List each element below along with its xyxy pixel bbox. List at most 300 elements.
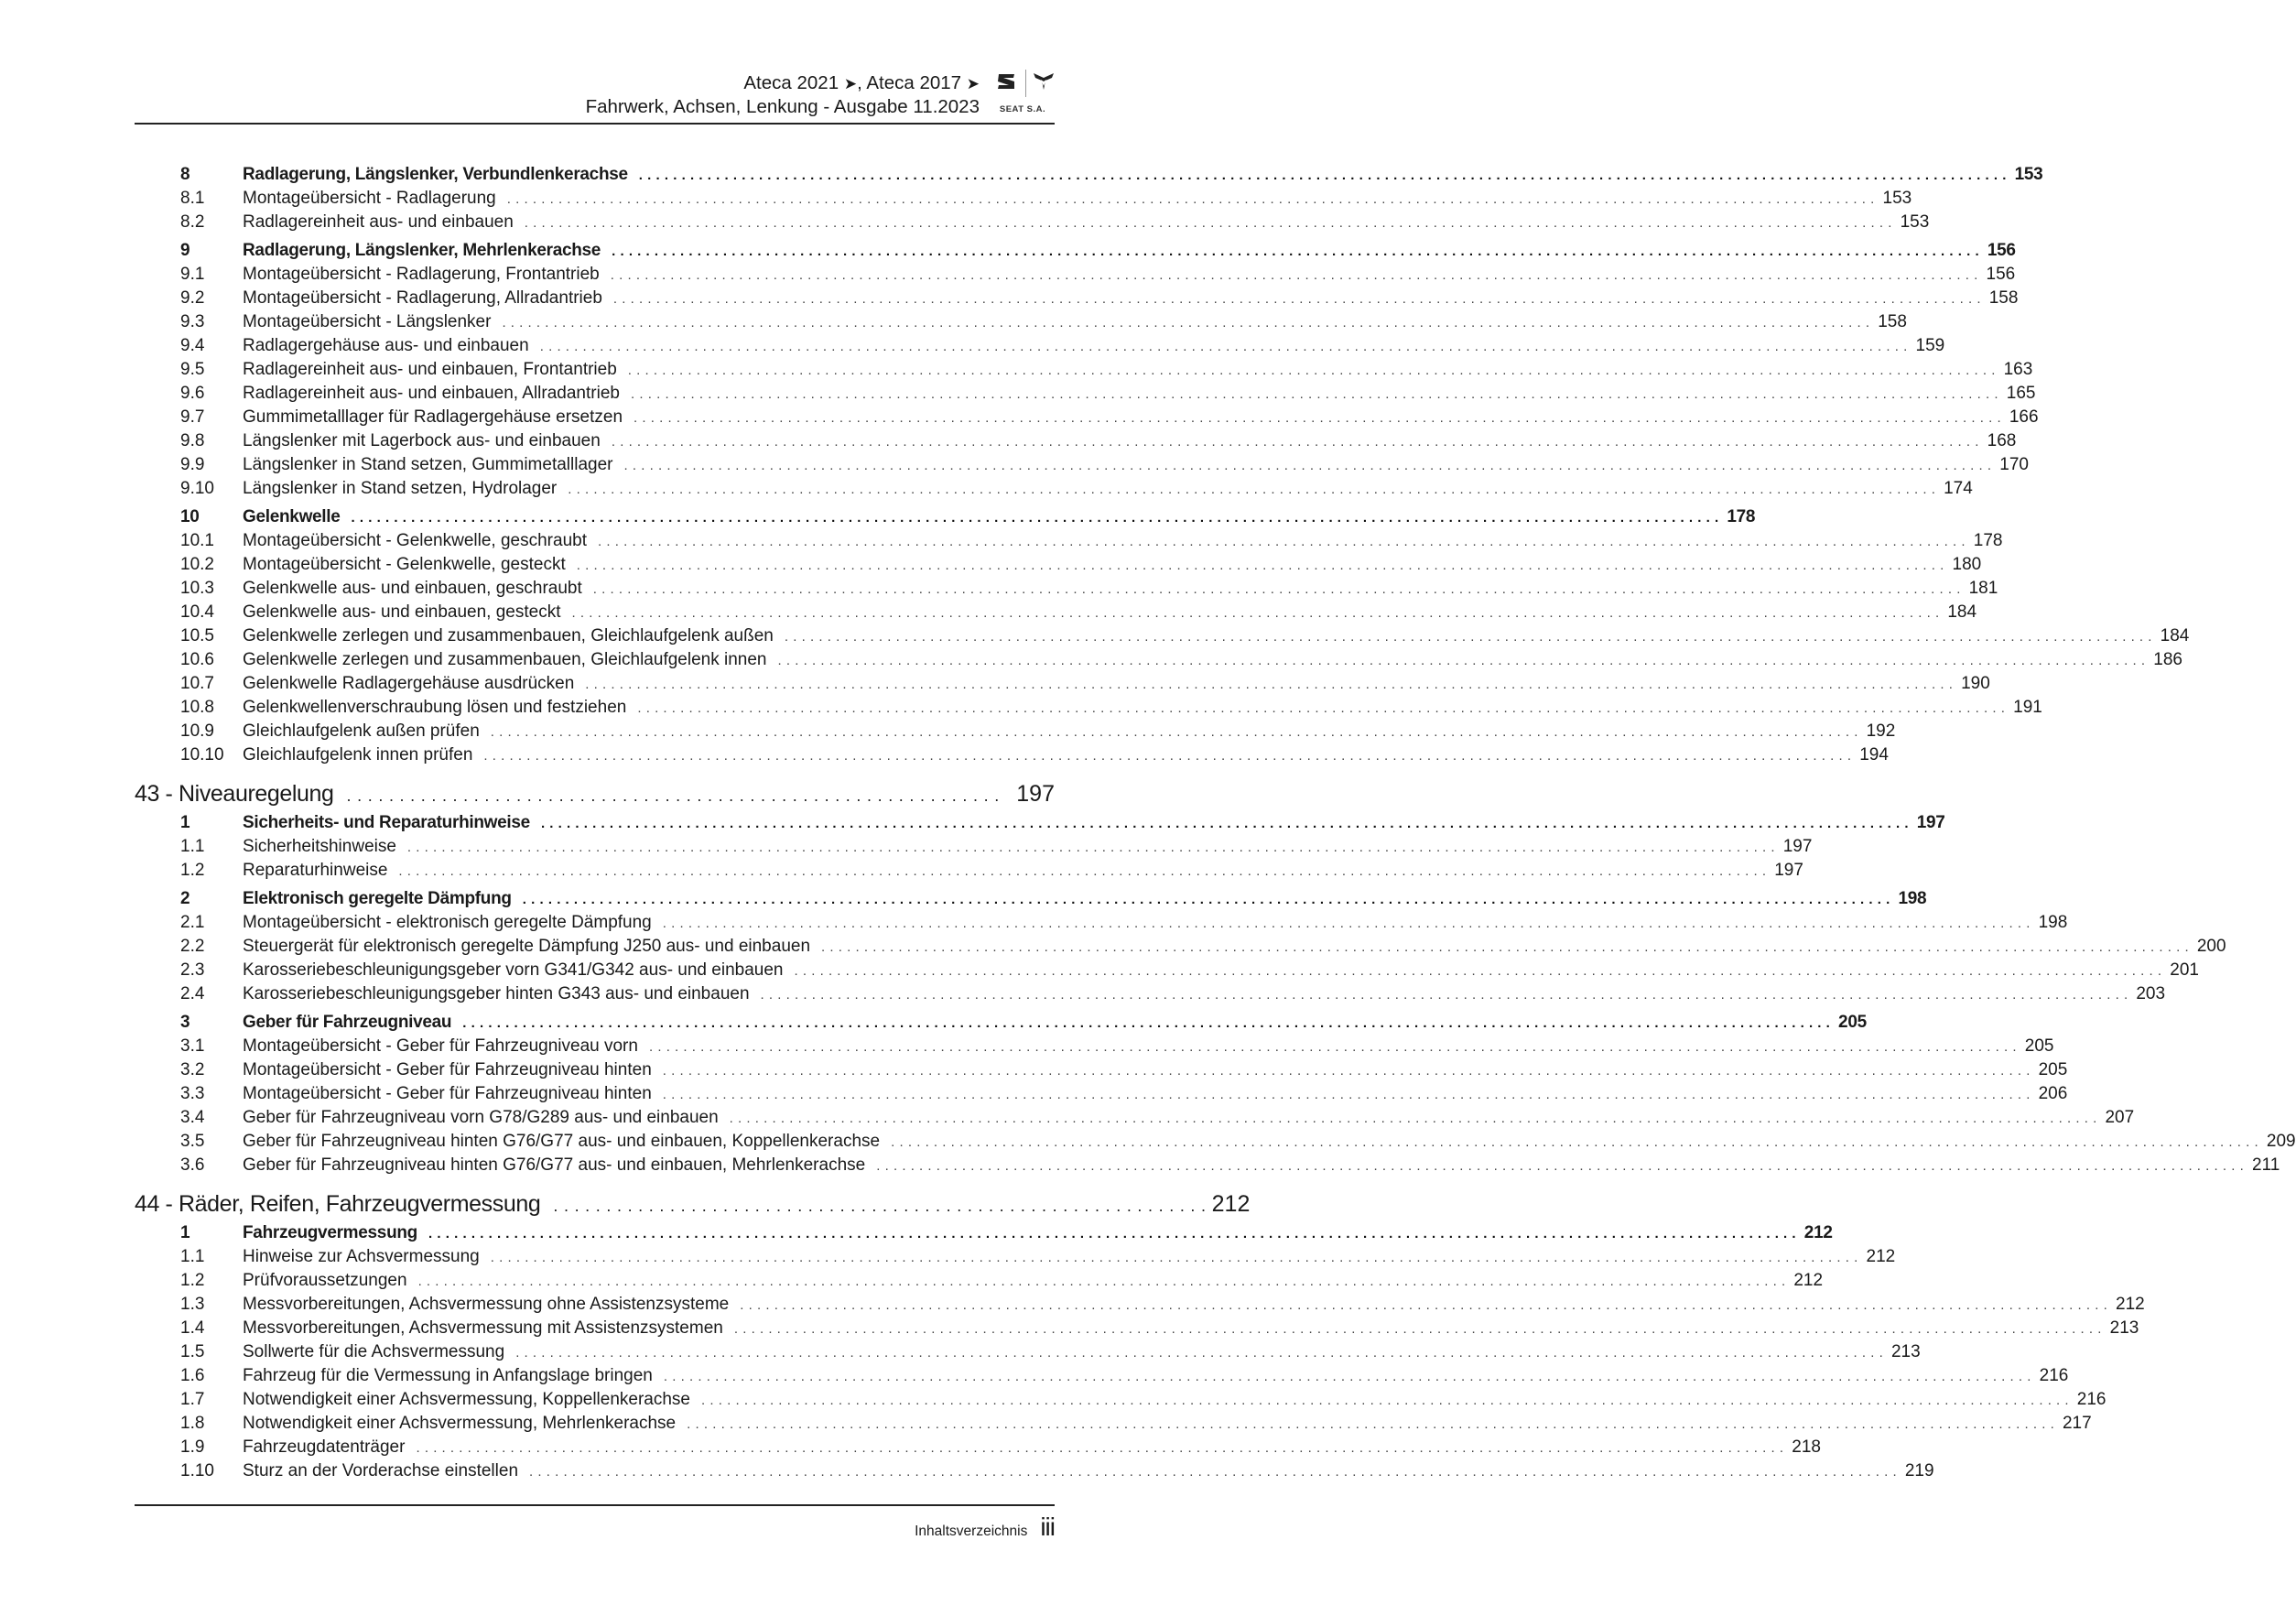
entry-number: 10.9 — [180, 721, 214, 741]
entry-title: Montageübersicht - elektronisch geregelte Dämpfung — [243, 913, 652, 932]
toc-subsection-entry[interactable] — [135, 1245, 1896, 1269]
entry-number: 8.1 — [180, 189, 205, 208]
chapter-title: 43 - Niveauregelung — [135, 781, 334, 807]
entry-title-wrap — [243, 887, 1927, 912]
entry-title-wrap — [243, 601, 1977, 625]
entry-title: Fahrzeugdatenträger — [243, 1437, 406, 1457]
toc-section-entry[interactable] — [135, 1011, 1867, 1035]
toc-subsection-entry[interactable] — [135, 429, 2017, 453]
dot-leader: ................................................................................................................................................................ — [760, 987, 2133, 1003]
toc-subsection-entry[interactable] — [135, 648, 2182, 672]
entry-page: 158 — [1988, 288, 2019, 308]
toc-subsection-entry[interactable] — [135, 935, 2226, 959]
entry-page: 217 — [2062, 1414, 2092, 1433]
chapter-page: 197 — [1016, 781, 1055, 807]
dot-leader: ................................................................................................................................................................ — [610, 267, 1983, 283]
entry-title-wrap — [243, 743, 1889, 768]
entry-title: Montageübersicht - Gelenkwelle, gesteckt — [243, 555, 566, 574]
toc-subsection-entry[interactable] — [135, 959, 2199, 982]
toc-subsection-entry[interactable] — [135, 982, 2166, 1006]
dot-leader: ................................................................................................................................................................ — [585, 677, 1958, 692]
dot-leader: ................................................................................................................................................................ — [611, 434, 1984, 450]
entry-number: 1.1 — [180, 837, 205, 856]
toc-subsection-entry[interactable] — [135, 310, 1907, 334]
entry-title-wrap — [243, 287, 2019, 311]
header-text — [586, 71, 980, 118]
entry-title-wrap — [243, 1388, 2106, 1413]
entry-title: Karosseriebeschleunigungsgeber hinten G343 aus- und einbauen — [243, 984, 750, 1003]
logo-caption: SEAT S.A. — [999, 104, 1046, 114]
dot-leader: ................................................................................................................................................................ — [398, 863, 1771, 879]
entry-number: 9.3 — [180, 312, 205, 331]
entry-page: 153 — [2014, 165, 2043, 184]
entry-title-wrap — [243, 1221, 1833, 1246]
dot-leader: ................................................................................................................................................................ — [612, 291, 1986, 307]
toc-section-entry[interactable] — [135, 163, 2043, 187]
entry-page: 192 — [1866, 721, 1896, 741]
toc-subsection-entry[interactable] — [135, 358, 2033, 382]
toc-block-chapter-43 — [135, 811, 2296, 1177]
entry-title-wrap — [243, 1269, 1824, 1294]
entry-title: Längslenker in Stand setzen, Hydrolager — [243, 479, 558, 498]
entry-title: Montageübersicht - Geber für Fahrzeugniveau vorn — [243, 1036, 638, 1056]
toc-chapter-44[interactable] — [135, 1188, 1251, 1220]
logo-divider — [1025, 70, 1026, 97]
entry-page: 197 — [1782, 837, 1813, 856]
dot-leader: ................................................................................................................................................................ — [663, 1369, 2036, 1384]
entry-page: 213 — [2109, 1318, 2139, 1338]
entry-page: 178 — [1973, 531, 2003, 550]
toc-subsection-entry[interactable] — [135, 529, 2003, 553]
entry-title: Radlagergehäuse aus- und einbauen — [243, 336, 529, 355]
toc-subsection-entry[interactable] — [135, 859, 1803, 883]
entry-page: 158 — [1878, 312, 1907, 331]
entry-title: Gleichlaufgelenk innen prüfen — [243, 745, 473, 765]
toc-subsection-entry[interactable] — [135, 1459, 1934, 1483]
cupra-logo-icon — [1033, 71, 1055, 92]
entry-title-wrap — [243, 477, 1973, 502]
dot-leader: ................................................................................................................................................................ — [637, 700, 2010, 716]
entry-title-wrap — [243, 263, 2016, 287]
entry-page: 205 — [2024, 1036, 2054, 1056]
toc-section-entry[interactable] — [135, 239, 2016, 263]
toc-subsection-entry[interactable] — [135, 211, 1930, 234]
dot-leader: ................................................................................................................................................................ — [638, 168, 2011, 183]
entry-page: 219 — [1904, 1461, 1934, 1480]
entry-page: 209 — [2266, 1132, 2296, 1151]
dot-leader: ................................................................................................................................................................ — [522, 892, 1895, 907]
header-rule — [135, 123, 1055, 125]
seat-sa-logo — [991, 68, 1055, 119]
entry-page: 174 — [1944, 479, 1973, 498]
entry-number: 2 — [180, 889, 190, 908]
toc-section-entry[interactable] — [135, 1221, 1833, 1245]
entry-page: 153 — [1900, 212, 1930, 232]
entry-title-wrap — [243, 911, 2068, 936]
toc-subsection-entry[interactable] — [135, 334, 1945, 358]
entry-title: Messvorbereitungen, Achsvermessung mit Assistenzsystemen — [243, 1318, 723, 1338]
entry-title-wrap — [243, 1245, 1896, 1270]
toc-subsection-entry[interactable] — [135, 743, 1889, 767]
dot-leader: ................................................................................................................................................................ — [568, 482, 1941, 497]
entry-title-wrap — [243, 577, 1998, 602]
entry-number: 10.10 — [180, 745, 224, 765]
entry-title: Montageübersicht - Geber für Fahrzeugniveau hinten — [243, 1060, 652, 1079]
entry-title: Notwendigkeit einer Achsvermessung, Mehrlenkerachse — [243, 1414, 677, 1433]
entry-page: 218 — [1792, 1437, 1821, 1457]
entry-page: 170 — [1999, 455, 2029, 474]
toc-subsection-entry[interactable] — [135, 1035, 2054, 1058]
toc-subsection-entry[interactable] — [135, 477, 1973, 501]
dot-leader: ................................................................................................................................................................ — [592, 581, 1966, 597]
entry-page: 156 — [1986, 265, 2016, 284]
toc-subsection-entry[interactable] — [135, 406, 2039, 429]
entry-page: 212 — [2116, 1295, 2145, 1314]
entry-page: 198 — [1898, 889, 1927, 908]
dot-leader: ................................................................................................................................................................ — [406, 840, 1780, 855]
entry-title-wrap — [243, 1364, 2069, 1389]
entry-title: Elektronisch geregelte Dämpfung — [243, 889, 512, 908]
entry-title: Notwendigkeit einer Achsvermessung, Koppellenkerachse — [243, 1390, 690, 1409]
entry-title-wrap — [243, 429, 2017, 454]
dot-leader: ................................................................................................................................................................ — [623, 458, 1997, 473]
dot-leader: .............................................................. — [346, 786, 1005, 805]
dot-leader: ................................................................................................................................................................ — [687, 1416, 2059, 1432]
entry-title-wrap — [243, 1106, 2135, 1131]
entry-title-wrap — [243, 1293, 2145, 1318]
entry-number: 1.1 — [180, 1247, 205, 1266]
entry-page: 211 — [2252, 1155, 2280, 1175]
entry-title: Gelenkwelle aus- und einbauen, gesteckt — [243, 602, 561, 622]
entry-number: 10.3 — [180, 579, 214, 598]
dot-leader: ................................................................................................................................................................ — [462, 1015, 1836, 1031]
dot-leader: ................................................................................................................................................................ — [416, 1440, 1789, 1456]
entry-number: 9.10 — [180, 479, 214, 498]
entry-number: 1 — [180, 813, 190, 832]
entry-number: 9.2 — [180, 288, 205, 308]
entry-page: 198 — [2038, 913, 2068, 932]
entry-number: 8.2 — [180, 212, 205, 232]
entry-title: Gelenkwelle zerlegen und zusammenbauen, Gleichlaufgelenk innen — [243, 650, 767, 669]
dot-leader: ................................................................................................................................................................ — [524, 215, 1897, 231]
footer-rule — [135, 1504, 1055, 1506]
entry-page: 163 — [2003, 360, 2033, 379]
entry-title: Radlagereinheit aus- und einbauen, Allradantrieb — [243, 384, 620, 403]
toc-subsection-entry[interactable] — [135, 287, 2019, 310]
toc-subsection-entry[interactable] — [135, 553, 1982, 577]
toc-subsection-entry[interactable] — [135, 1293, 2145, 1317]
dot-leader: .............................................................. — [553, 1197, 1212, 1215]
entry-title-wrap — [243, 648, 2182, 673]
entry-page: 168 — [1987, 431, 2017, 450]
entry-number: 9.7 — [180, 407, 205, 427]
page-footer — [915, 1513, 1055, 1542]
entry-title-wrap — [243, 1058, 2068, 1083]
entry-page: 190 — [1961, 674, 1990, 693]
entry-number: 2.1 — [180, 913, 205, 932]
entry-title: Gleichlaufgelenk außen prüfen — [243, 721, 480, 741]
entry-title-wrap — [243, 835, 1813, 860]
entry-title: Sicherheits- und Reparaturhinweise — [243, 813, 530, 832]
toc-subsection-entry[interactable] — [135, 1436, 1821, 1459]
dot-leader: ................................................................................................................................................................ — [597, 534, 1970, 549]
chapter-title: 44 - Räder, Reifen, Fahrzeugvermessung — [135, 1191, 541, 1217]
dot-leader: ................................................................................................................................................................ — [506, 191, 1879, 207]
toc-subsection-entry[interactable] — [135, 1106, 2135, 1130]
entry-title: Radlagereinheit aus- und einbauen, Frontantrieb — [243, 360, 617, 379]
entry-title: Reparaturhinweise — [243, 861, 388, 880]
entry-number: 1.2 — [180, 1271, 205, 1290]
toc-subsection-entry[interactable] — [135, 1412, 2092, 1436]
entry-title: Montageübersicht - Radlagerung, Allradantrieb — [243, 288, 602, 308]
entry-page: 166 — [2009, 407, 2039, 427]
entry-page: 165 — [2006, 384, 2036, 403]
toc-subsection-entry[interactable] — [135, 1130, 2296, 1154]
toc-subsection-entry[interactable] — [135, 1269, 1824, 1293]
entry-title-wrap — [243, 406, 2039, 430]
entry-title-wrap — [243, 358, 2033, 383]
entry-title-wrap — [243, 1412, 2092, 1437]
entry-title: Sollwerte für die Achsvermessung — [243, 1342, 505, 1361]
entry-title-wrap — [243, 1130, 2296, 1155]
dot-leader: ................................................................................................................................................................ — [648, 1039, 2021, 1055]
entry-title: Geber für Fahrzeugniveau — [243, 1013, 452, 1032]
table-of-contents — [135, 163, 2296, 1483]
entry-title-wrap — [243, 696, 2042, 721]
dot-leader: ................................................................................................................................................................ — [891, 1134, 2263, 1150]
toc-block-chapter-42-continued — [135, 163, 2190, 767]
entry-page: 216 — [2039, 1366, 2069, 1385]
toc-subsection-entry[interactable] — [135, 672, 1990, 696]
entry-title-wrap — [243, 859, 1803, 884]
entry-title-wrap — [243, 1317, 2139, 1341]
entry-title: Sturz an der Vorderachse einstellen — [243, 1461, 519, 1480]
entry-page: 206 — [2038, 1084, 2068, 1103]
toc-subsection-entry[interactable] — [135, 624, 2190, 648]
entry-page: 184 — [2160, 626, 2190, 645]
entry-number: 9.6 — [180, 384, 205, 403]
toc-section-entry[interactable] — [135, 811, 1945, 835]
dot-leader: ................................................................................................................................................................ — [740, 1297, 2113, 1313]
entry-page: 194 — [1859, 745, 1889, 765]
entry-page: 216 — [2076, 1390, 2106, 1409]
toc-subsection-entry[interactable] — [135, 1154, 2280, 1177]
entry-number: 3.5 — [180, 1132, 205, 1151]
toc-subsection-entry[interactable] — [135, 1388, 2106, 1412]
dot-leader: ................................................................................................................................................................ — [529, 1464, 1901, 1480]
entry-title: Prüfvoraussetzungen — [243, 1271, 407, 1290]
entry-page: 159 — [1915, 336, 1945, 355]
entry-title-wrap — [243, 811, 1945, 836]
toc-subsection-entry[interactable] — [135, 1364, 2069, 1388]
entry-page: 205 — [1838, 1013, 1867, 1032]
entry-number: 8 — [180, 165, 190, 184]
entry-title-wrap — [243, 624, 2190, 649]
entry-title: Längslenker mit Lagerbock aus- und einbauen — [243, 431, 601, 450]
dot-leader: ................................................................................................................................................................ — [490, 724, 1863, 740]
entry-number: 9.4 — [180, 336, 205, 355]
entry-title-wrap — [243, 1436, 1821, 1460]
entry-number: 10.7 — [180, 674, 214, 693]
toc-subsection-entry[interactable] — [135, 382, 2036, 406]
entry-number: 10.2 — [180, 555, 214, 574]
entry-number: 10.8 — [180, 698, 214, 717]
entry-title: Steuergerät für elektronisch geregelte Dämpfung J250 aus- und einbauen — [243, 937, 811, 956]
entry-number: 9.9 — [180, 455, 205, 474]
toc-subsection-entry[interactable] — [135, 1340, 1921, 1364]
entry-title-wrap — [243, 187, 1912, 211]
entry-page: 180 — [1952, 555, 1982, 574]
entry-title: Montageübersicht - Radlagerung, Frontantrieb — [243, 265, 600, 284]
dot-leader: ................................................................................................................................................................ — [539, 339, 1912, 354]
entry-number: 1.4 — [180, 1318, 205, 1338]
toc-subsection-entry[interactable] — [135, 453, 2029, 477]
dot-leader: ................................................................................................................................................................ — [627, 363, 2000, 378]
entry-number: 10 — [180, 507, 200, 526]
entry-title: Geber für Fahrzeugniveau hinten G76/G77 aus- und einbauen, Mehrlenkerachse — [243, 1155, 866, 1175]
toc-subsection-entry[interactable] — [135, 263, 2016, 287]
header-line-1 — [586, 71, 980, 95]
entry-page: 203 — [2136, 984, 2166, 1003]
toc-chapter-43[interactable] — [135, 778, 1055, 809]
entry-title-wrap — [243, 672, 1990, 697]
entry-title: Gummimetalllager für Radlagergehäuse ersetzen — [243, 407, 623, 427]
entry-page: 197 — [1916, 813, 1945, 832]
entry-number: 1.2 — [180, 861, 205, 880]
entry-title-wrap — [243, 239, 2016, 264]
dot-leader: ................................................................................................................................................................ — [876, 1158, 2249, 1174]
dot-leader: ................................................................................................................................................................ — [576, 558, 1949, 573]
entry-number: 10.5 — [180, 626, 214, 645]
entry-number: 9.8 — [180, 431, 205, 450]
dot-leader: ................................................................................................................................................................ — [428, 1226, 1801, 1242]
entry-title-wrap — [243, 310, 1907, 335]
entry-page: 197 — [1774, 861, 1803, 880]
page-number: iii — [1040, 1513, 1055, 1541]
entry-title-wrap — [243, 453, 2029, 478]
entry-number: 10.4 — [180, 602, 214, 622]
entry-number: 1.3 — [180, 1295, 205, 1314]
entry-title-wrap — [243, 163, 2043, 188]
entry-title: Gelenkwelle aus- und einbauen, geschraubt — [243, 579, 582, 598]
entry-title-wrap — [243, 1154, 2280, 1178]
entry-title-wrap — [243, 505, 1756, 530]
toc-subsection-entry[interactable] — [135, 1058, 2068, 1082]
entry-title-wrap — [243, 1459, 1934, 1484]
dot-leader: ................................................................................................................................................................ — [784, 629, 2157, 645]
entry-title: Radlagerung, Längslenker, Mehrlenkerachse — [243, 241, 601, 260]
entry-number: 1.7 — [180, 1390, 205, 1409]
toc-subsection-entry[interactable] — [135, 1082, 2068, 1106]
entry-title-wrap — [243, 529, 2003, 554]
dot-leader: ................................................................................................................................................................ — [701, 1393, 2074, 1408]
dot-leader: ................................................................................................................................................................ — [571, 605, 1944, 621]
entry-number: 10.1 — [180, 531, 214, 550]
entry-number: 10.6 — [180, 650, 214, 669]
entry-page: 212 — [1793, 1271, 1824, 1290]
toc-subsection-entry[interactable] — [135, 601, 1977, 624]
entry-number: 3.4 — [180, 1108, 205, 1127]
dot-leader: ................................................................................................................................................................ — [612, 244, 1984, 259]
dot-leader: ................................................................................................................................................................ — [777, 653, 2150, 668]
entry-page: 191 — [2013, 698, 2042, 717]
chapter-page: 212 — [1211, 1191, 1251, 1217]
toc-section-entry[interactable] — [135, 505, 1756, 529]
entry-number: 1.9 — [180, 1437, 205, 1457]
dot-leader: ................................................................................................................................................................ — [821, 939, 2193, 955]
entry-page: 153 — [1882, 189, 1912, 208]
seat-logo-icon — [996, 73, 1016, 90]
dot-leader: ................................................................................................................................................................ — [662, 1087, 2035, 1102]
entry-title: Geber für Fahrzeugniveau vorn G78/G289 aus- und einbauen — [243, 1108, 719, 1127]
entry-title-wrap — [243, 1340, 1921, 1365]
dot-leader: ................................................................................................................................................................ — [630, 386, 2003, 402]
entry-title-wrap — [243, 553, 1982, 578]
entry-title: Montageübersicht - Gelenkwelle, geschraubt — [243, 531, 587, 550]
dot-leader: ................................................................................................................................................................ — [490, 1250, 1863, 1265]
entry-page: 205 — [2038, 1060, 2068, 1079]
toc-subsection-entry[interactable] — [135, 835, 1813, 859]
dot-leader: ................................................................................................................................................................ — [729, 1111, 2102, 1126]
entry-number: 1.10 — [180, 1461, 214, 1480]
footer-label: Inhaltsverzeichnis — [915, 1524, 1028, 1539]
entry-title: Montageübersicht - Längslenker — [243, 312, 492, 331]
entry-number: 1 — [180, 1223, 190, 1242]
entry-number: 3 — [180, 1013, 190, 1032]
entry-page: 207 — [2105, 1108, 2135, 1127]
entry-title: Montageübersicht - Geber für Fahrzeugniveau hinten — [243, 1084, 652, 1103]
entry-title: Gelenkwelle — [243, 507, 341, 526]
entry-number: 1.6 — [180, 1366, 205, 1385]
arrow-right-icon: ➤ — [843, 75, 858, 92]
entry-page: 212 — [1803, 1223, 1833, 1242]
header-model-2017: , Ateca 2017 — [857, 72, 962, 93]
entry-title: Geber für Fahrzeugniveau hinten G76/G77 aus- und einbauen, Koppellenkerachse — [243, 1132, 881, 1151]
entry-page: 184 — [1947, 602, 1977, 622]
entry-title: Messvorbereitungen, Achsvermessung ohne Assistenzsysteme — [243, 1295, 730, 1314]
entry-number: 1.5 — [180, 1342, 205, 1361]
toc-subsection-entry[interactable] — [135, 720, 1896, 743]
entry-number: 9.1 — [180, 265, 205, 284]
entry-title-wrap — [243, 334, 1945, 359]
entry-title: Karosseriebeschleunigungsgeber vorn G341/G342 aus- und einbauen — [243, 960, 784, 980]
entry-title: Gelenkwelle zerlegen und zusammenbauen, Gleichlaufgelenk außen — [243, 626, 774, 645]
toc-section-entry[interactable] — [135, 887, 1927, 911]
entry-title-wrap — [243, 720, 1896, 744]
entry-title: Gelenkwelle Radlagergehäuse ausdrücken — [243, 674, 575, 693]
dot-leader: ................................................................................................................................................................ — [733, 1321, 2106, 1337]
toc-subsection-entry[interactable] — [135, 696, 2042, 720]
entry-title-wrap — [243, 1035, 2054, 1059]
entry-number: 3.2 — [180, 1060, 205, 1079]
dot-leader: ................................................................................................................................................................ — [540, 816, 1913, 831]
toc-subsection-entry[interactable] — [135, 1317, 2139, 1340]
entry-title-wrap — [243, 1082, 2068, 1107]
entry-title: Hinweise zur Achsvermessung — [243, 1247, 480, 1266]
entry-number: 9.5 — [180, 360, 205, 379]
entry-page: 156 — [1987, 241, 2016, 260]
entry-title: Fahrzeugvermessung — [243, 1223, 417, 1242]
entry-title: Radlagerung, Längslenker, Verbundlenkerachse — [243, 165, 628, 184]
toc-subsection-entry[interactable] — [135, 577, 1998, 601]
entry-title: Längslenker in Stand setzen, Gummimetalllager — [243, 455, 613, 474]
entry-page: 212 — [1866, 1247, 1896, 1266]
entry-number: 3.3 — [180, 1084, 205, 1103]
entry-number: 3.1 — [180, 1036, 205, 1056]
page-header — [135, 64, 1055, 125]
toc-subsection-entry[interactable] — [135, 911, 2068, 935]
toc-subsection-entry[interactable] — [135, 187, 1912, 211]
